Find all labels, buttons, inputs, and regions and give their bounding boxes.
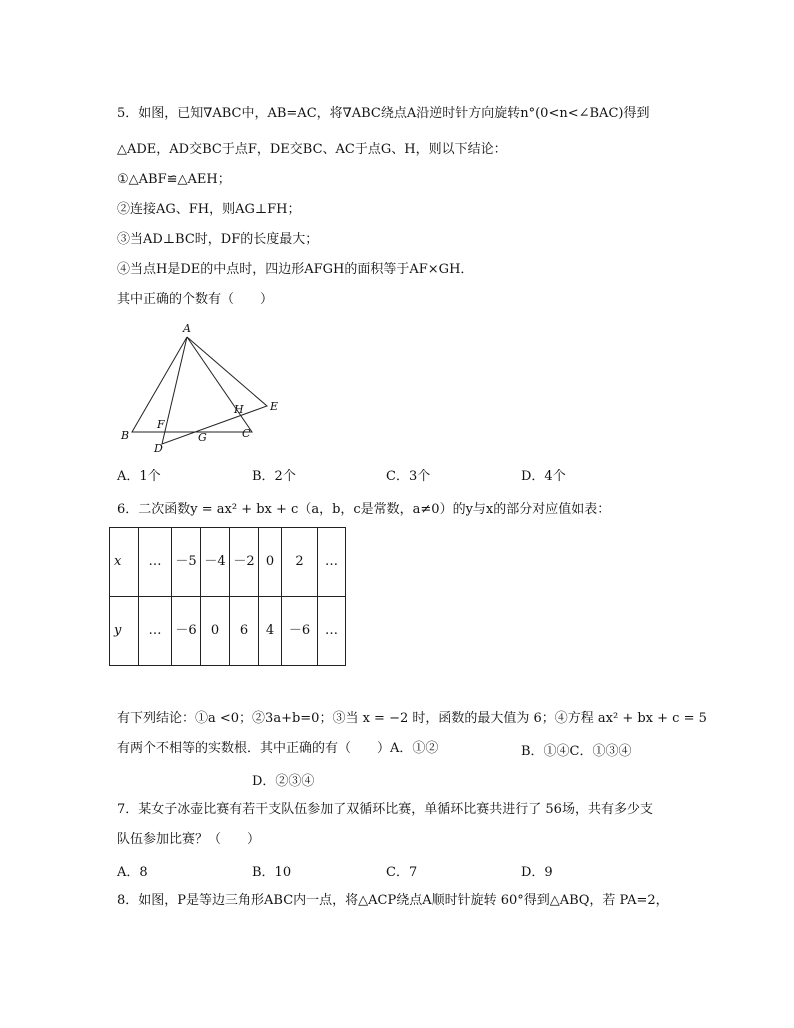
x-cell: 2 xyxy=(282,528,318,597)
q5-conclusion-1: ①△ABF≌△AEH； xyxy=(117,172,231,187)
label-h: H xyxy=(234,403,244,416)
q8-stem-line1: 8．如图，P是等边三角形ABC内一点，将△ACP绕点A顺时针旋转 60°得到△ABQ，若 PA=2， xyxy=(117,893,669,908)
table-row-y xyxy=(110,597,346,666)
y-cell: 4 xyxy=(259,597,282,666)
q6-value-table xyxy=(109,527,346,666)
q7-option-c[interactable]: C．7 xyxy=(386,865,418,880)
q5-conclusion-2: ②连接AG、FH，则AG⊥FH； xyxy=(117,202,301,217)
x-cell: … xyxy=(318,528,346,597)
q7-option-a[interactable]: A．8 xyxy=(117,865,148,880)
row-label-y: y xyxy=(110,597,139,666)
y-cell: … xyxy=(139,597,172,666)
label-f: F xyxy=(157,418,165,431)
q7-stem-line2: 队伍参加比赛？（ ） xyxy=(117,832,261,847)
table-row-x xyxy=(110,528,346,597)
y-cell: 6 xyxy=(230,597,259,666)
x-cell: －4 xyxy=(201,528,230,597)
q7-option-d[interactable]: D．9 xyxy=(521,865,553,880)
q5-option-d[interactable]: D．4个 xyxy=(521,469,566,484)
label-b: B xyxy=(121,429,130,442)
q5-stem-line2: △ADE，AD交BC于点F，DE交BC、AC于点G、H，则以下结论： xyxy=(117,142,507,157)
row-label-x: x xyxy=(110,528,139,597)
q5-stem-line1: 5．如图，已知∇ABC中，AB=AC，将∇ABC绕点A沿逆时针方向旋转n°(0<n<∠BAC)得到 xyxy=(117,106,650,121)
label-e: E xyxy=(270,400,279,413)
x-cell: … xyxy=(139,528,172,597)
label-a: A xyxy=(183,322,191,335)
x-cell: －5 xyxy=(172,528,201,597)
q7-option-b[interactable]: B．10 xyxy=(252,865,292,880)
q5-question: 其中正确的个数有（ ） xyxy=(117,292,274,307)
x-cell: 0 xyxy=(259,528,282,597)
label-c: C xyxy=(242,427,251,440)
q6-conclusions: 有下列结论：①a <0；②3a+b=0；③当 x = −2 时，函数的最大值为 6；④方程 ax² + bx + c = 5 xyxy=(117,711,707,726)
y-cell: －6 xyxy=(282,597,318,666)
y-cell: 0 xyxy=(201,597,230,666)
q5-option-c[interactable]: C．3个 xyxy=(386,469,431,484)
q5-option-b[interactable]: B．2个 xyxy=(252,469,296,484)
q5-option-a[interactable]: A．1个 xyxy=(117,469,161,484)
q6-stem: 6．二次函数y = ax² + bx + c（a，b，c是常数，a≠0）的y与x的部分对应值如表： xyxy=(117,502,611,517)
q6-options-b-c[interactable]: B．①④C．①③④ xyxy=(521,744,632,759)
y-cell: －6 xyxy=(172,597,201,666)
q5-conclusion-3: ③当AD⊥BC时，DF的长度最大； xyxy=(117,232,319,247)
q7-stem-line1: 7．某女子冰壶比赛有若干支队伍参加了双循环比赛，单循环比赛共进行了 56场，共有多少支 xyxy=(117,802,653,817)
q5-conclusion-4: ④当点H是DE的中点时，四边形AFGH的面积等于AF×GH． xyxy=(117,262,474,277)
label-g: G xyxy=(198,431,207,444)
q6-conclusions-line2: 有两个不相等的实数根．其中正确的有（ ）A．①② xyxy=(117,741,439,756)
y-cell: … xyxy=(318,597,346,666)
x-cell: －2 xyxy=(230,528,259,597)
q5-triangle-figure xyxy=(112,322,292,457)
label-d: D xyxy=(154,442,163,455)
q6-option-d[interactable]: D．②③④ xyxy=(252,774,315,789)
